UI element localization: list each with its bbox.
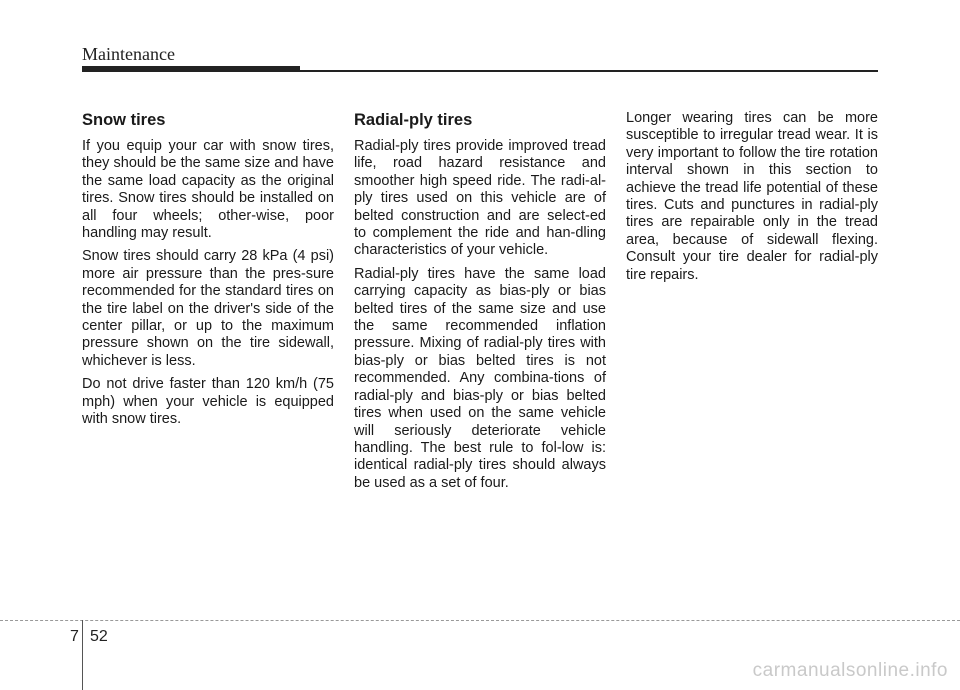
radial-ply-tires-section [354, 108, 606, 498]
snow-tires-paragraph-1: If you equip your car with snow tires, they should be the same size and have the same load capacity as the original tires. Snow tires should be installed on all four wheels; other-wise, poor handling may result. [82, 138, 334, 242]
tread-wear-section [626, 110, 878, 290]
radial-ply-paragraph-1: Radial-ply tires provide improved tread life, road hazard resistance and smoother high speed ride. The radi-al-ply tires used on this vehicle are of belted construction and are select-ed to complement the ride and han-dling characteristics of your vehicle. [354, 138, 606, 259]
radial-ply-paragraph-2: Radial-ply tires have the same load carrying capacity as bias-ply or bias belted tires of the same size and use the same recommended inflation pressure. Mixing of radial-ply tires with bias-ply or bias belted tires is not recommended. Any combina-tions of radial-ply and bias-ply or bias belted tires when used on the same vehicle will seriously deteriorate vehicle handling. The best rule to fol-low is: identical radial-ply tires should always be used as a set of four. [354, 265, 606, 491]
radial-ply-tires-heading: Radial-ply tires [354, 111, 473, 129]
footer-vertical-rule [82, 620, 83, 690]
chapter-number: 7 [70, 628, 79, 645]
watermark-text: carmanualsonline.info [752, 660, 948, 681]
snow-tires-paragraph-3: Do not drive faster than 120 km/h (75 mph) when your vehicle is equipped with snow tires. [82, 376, 334, 428]
header-rule-thin [300, 70, 878, 72]
snow-tires-section [82, 108, 334, 435]
snow-tires-heading: Snow tires [82, 111, 166, 129]
snow-tires-paragraph-2: Snow tires should carry 28 kPa (4 psi) more air pressure than the pres-sure recommended for the standard tires on the tire label on the driver's side of the center pillar, or up to the maximum pressure shown on the tire sidewall, whichever is less. [82, 248, 334, 369]
header-rule-thick [82, 66, 300, 72]
page-number: 52 [90, 628, 108, 645]
tread-wear-paragraph: Longer wearing tires can be more susceptible to irregular tread wear. It is very important to follow the tire rotation interval shown in this section to achieve the tread life potential of these tires. Cuts and punctures in radial-ply tires are repairable only in the tread area, because of sidewall flexing. Consult your tire dealer for radial-ply tire repairs. [626, 110, 878, 283]
page-header-title: Maintenance [82, 44, 175, 64]
footer-divider [0, 620, 960, 622]
